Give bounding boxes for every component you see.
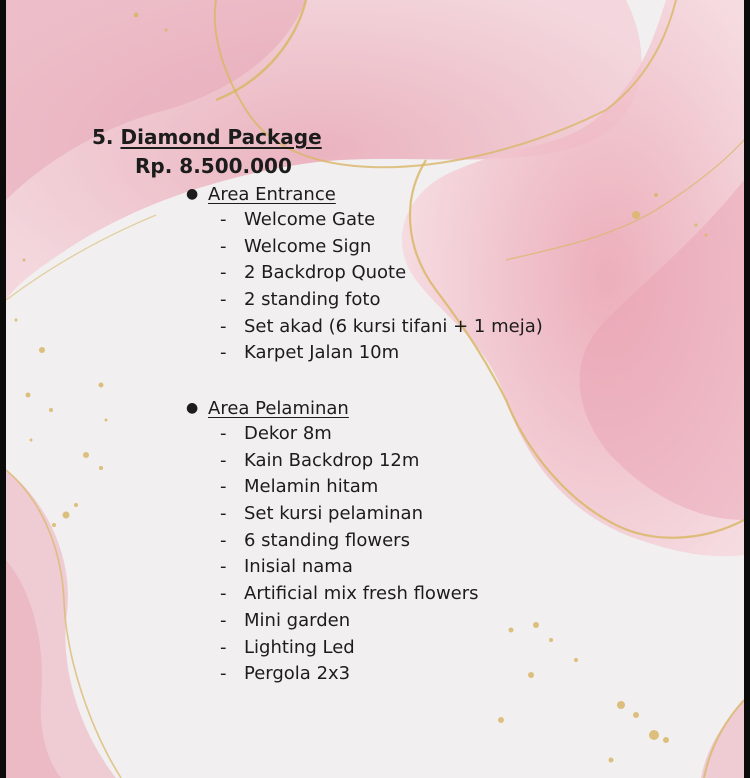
bullet-icon: ●	[186, 186, 199, 202]
section-label: Area Entrance	[208, 184, 336, 205]
item-text: Set akad (6 kursi tifani + 1 meja)	[244, 315, 543, 337]
dash-icon: -	[220, 663, 227, 685]
list-item	[220, 314, 543, 341]
dash-icon: -	[220, 609, 227, 631]
package-number: 5.	[92, 125, 114, 149]
section-label: Area Pelaminan	[208, 398, 349, 419]
entrance-item-list	[220, 207, 543, 367]
item-text: Dekor 8m	[244, 423, 332, 444]
package-heading	[92, 123, 322, 151]
list-item	[220, 474, 479, 501]
list-item	[220, 207, 543, 234]
dash-icon: -	[220, 583, 227, 605]
dash-icon: -	[220, 449, 227, 471]
item-text: Inisial nama	[244, 556, 353, 578]
dash-icon: -	[220, 476, 227, 498]
item-text: Melamin hitam	[244, 476, 379, 498]
item-text: Welcome Sign	[244, 235, 372, 257]
item-text: Karpet Jalan 10m	[244, 342, 400, 364]
dash-icon: -	[220, 529, 227, 551]
package-content	[6, 0, 744, 778]
dash-icon: -	[220, 636, 227, 658]
dash-icon: -	[220, 315, 227, 337]
item-text: 6 standing flowers	[244, 529, 410, 551]
bullet-icon: ●	[186, 400, 199, 416]
item-text: 2 Backdrop Quote	[244, 262, 407, 284]
list-item	[220, 635, 479, 662]
list-item	[220, 501, 479, 528]
dash-icon: -	[220, 503, 227, 525]
dash-icon: -	[220, 423, 227, 444]
package-name: Diamond Package	[120, 125, 322, 149]
list-item	[220, 260, 543, 287]
package-price: Rp. 8.500.000	[135, 154, 292, 178]
dash-icon: -	[220, 235, 227, 257]
list-item	[220, 661, 479, 688]
dash-icon: -	[220, 262, 227, 284]
list-item	[220, 448, 479, 475]
item-text: Kain Backdrop 12m	[244, 449, 420, 471]
item-text: 2 standing foto	[244, 289, 381, 311]
dash-icon: -	[220, 209, 227, 230]
list-item	[220, 554, 479, 581]
section-title-entrance	[186, 181, 336, 208]
list-item	[220, 421, 479, 448]
item-text: Welcome Gate	[244, 209, 376, 230]
item-text: Pergola 2x3	[244, 663, 351, 685]
section-title-pelaminan	[186, 395, 349, 422]
item-text: Mini garden	[244, 609, 351, 631]
dash-icon: -	[220, 556, 227, 578]
list-item	[220, 581, 479, 608]
list-item	[220, 608, 479, 635]
item-text: Set kursi pelaminan	[244, 503, 423, 525]
list-item	[220, 528, 479, 555]
list-item	[220, 287, 543, 314]
brochure-page	[6, 0, 744, 778]
item-text: Artificial mix fresh flowers	[244, 583, 479, 605]
dash-icon: -	[220, 342, 227, 364]
list-item	[220, 234, 543, 261]
pelaminan-item-list	[220, 421, 479, 688]
dash-icon: -	[220, 289, 227, 311]
item-text: Lighting Led	[244, 636, 355, 658]
list-item	[220, 340, 543, 367]
